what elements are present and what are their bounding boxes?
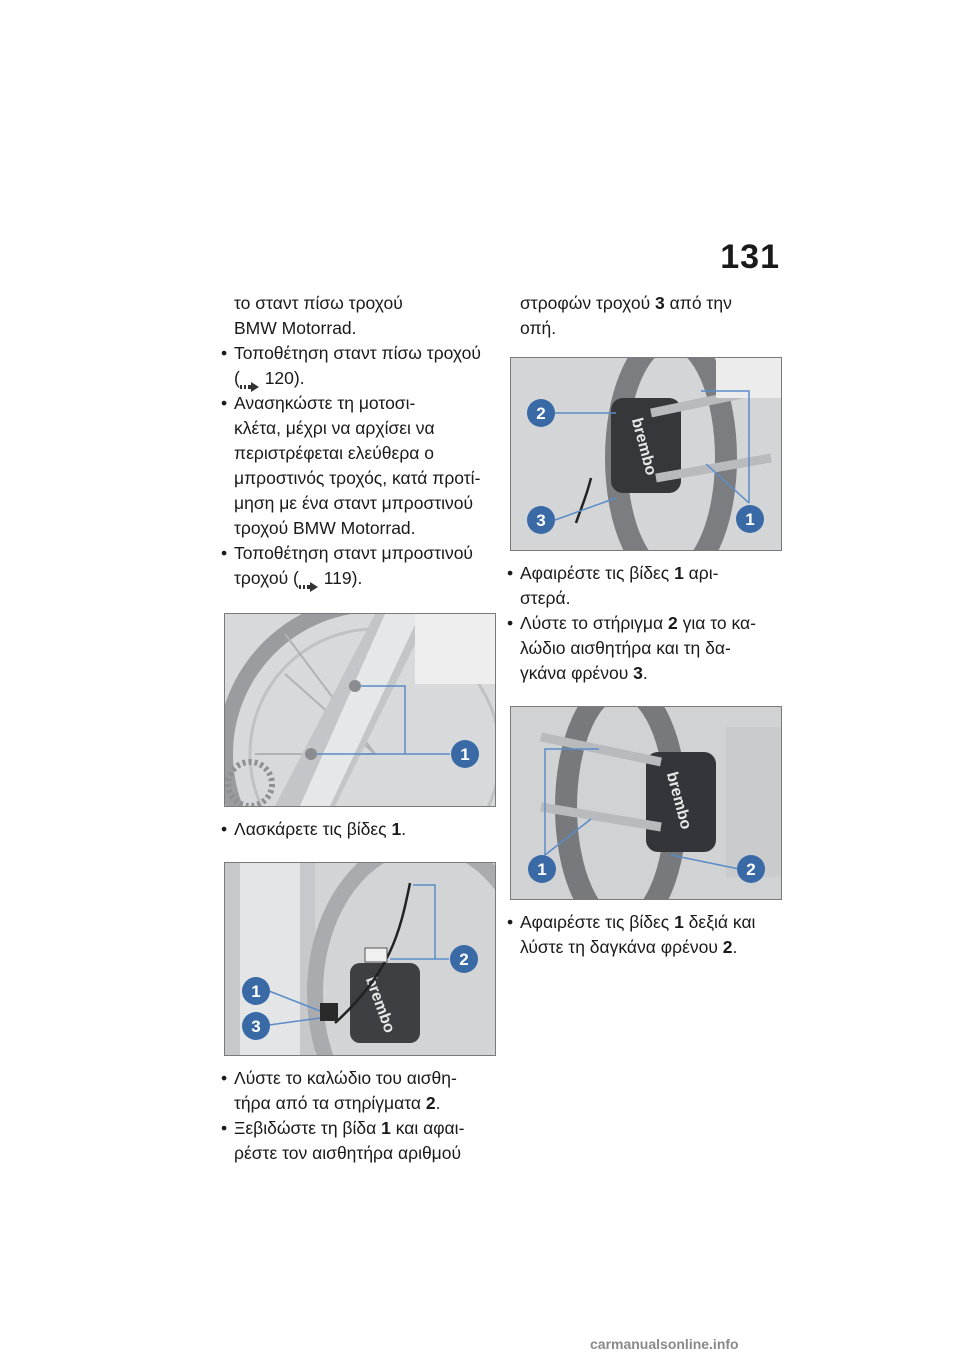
footer-watermark: carmanualsonline.info: [590, 1336, 739, 1352]
figure-caliper-right: [510, 706, 782, 900]
brand-label: brembo: [662, 770, 695, 832]
intro-text: το σταντ πίσω τροχού BMW Motorrad.: [234, 293, 403, 338]
arrow-right-icon: [299, 574, 319, 584]
text-line: μηση με ένα σταντ μπροστινού: [234, 493, 474, 513]
callout-1: 1: [460, 745, 470, 764]
callout-1: 1: [251, 982, 261, 1001]
figure-sensor-cable: [224, 862, 496, 1056]
callout-2: 2: [746, 860, 756, 879]
continued-text: στροφών τροχού 3 από την οπή.: [520, 293, 732, 338]
callout-3: 3: [536, 511, 546, 530]
brand-label: brembo: [627, 416, 660, 478]
text-line: μπροστινός τροχός, κατά προτί-: [234, 468, 481, 488]
callout-1: 1: [745, 510, 755, 529]
bullet-release-bracket: • Λύστε το στήριγμα 2 για το κα- λώδιο αισθητήρα και τη δα- γκάνα φρένου 3.: [510, 611, 780, 686]
bullet-front-stand: • Τοποθέτηση σταντ μπροστινού τροχού ( 119).: [224, 541, 494, 591]
page-ref-link[interactable]: 119).: [323, 568, 363, 588]
bullet-release-cable: • Λύστε το καλώδιο του αισθη- τήρα από τα στηρίγματα 2.: [224, 1066, 494, 1116]
callout-2: 2: [536, 404, 546, 423]
text-line: κλέτα, μέχρι να αρχίσει να: [234, 418, 435, 438]
brand-label: brembo: [361, 974, 398, 1036]
page-ref-link[interactable]: 120).: [264, 368, 305, 388]
text-line: τροχού BMW Motorrad.: [234, 518, 416, 538]
bullet-remove-bolts-left: • Αφαιρέστε τις βίδες 1 αρι- στερά.: [510, 561, 780, 611]
text-line: Ανασηκώστε τη μοτοσι-: [234, 393, 416, 413]
bullet-loosen-bolts: • Λασκάρετε τις βίδες 1.: [224, 817, 494, 842]
callout-2: 2: [459, 950, 469, 969]
callout-3: 3: [251, 1017, 261, 1036]
figure-caliper-left: [510, 357, 782, 551]
arrow-right-icon: [240, 374, 260, 384]
bullet-remove-caliper: • Αφαιρέστε τις βίδες 1 δεξιά και λύστε τη δαγκάνα φρένου 2.: [510, 910, 780, 960]
left-column: [224, 291, 494, 1166]
page-number: 131: [720, 238, 780, 276]
callout-1: 1: [537, 860, 547, 879]
bullet-remove-sensor: • Ξεβιδώστε τη βίδα 1 και αφαι- ρέστε τον αισθητήρα αριθμού: [224, 1116, 494, 1166]
text-line: περιστρέφεται ελεύθερα ο: [234, 443, 434, 463]
figure-fork-bolts: [224, 613, 496, 807]
bullet-rear-stand: • Τοποθέτηση σταντ πίσω τροχού ( 120).: [224, 341, 494, 391]
bullet-lift-motorcycle: [224, 391, 494, 541]
right-column: [510, 291, 780, 960]
